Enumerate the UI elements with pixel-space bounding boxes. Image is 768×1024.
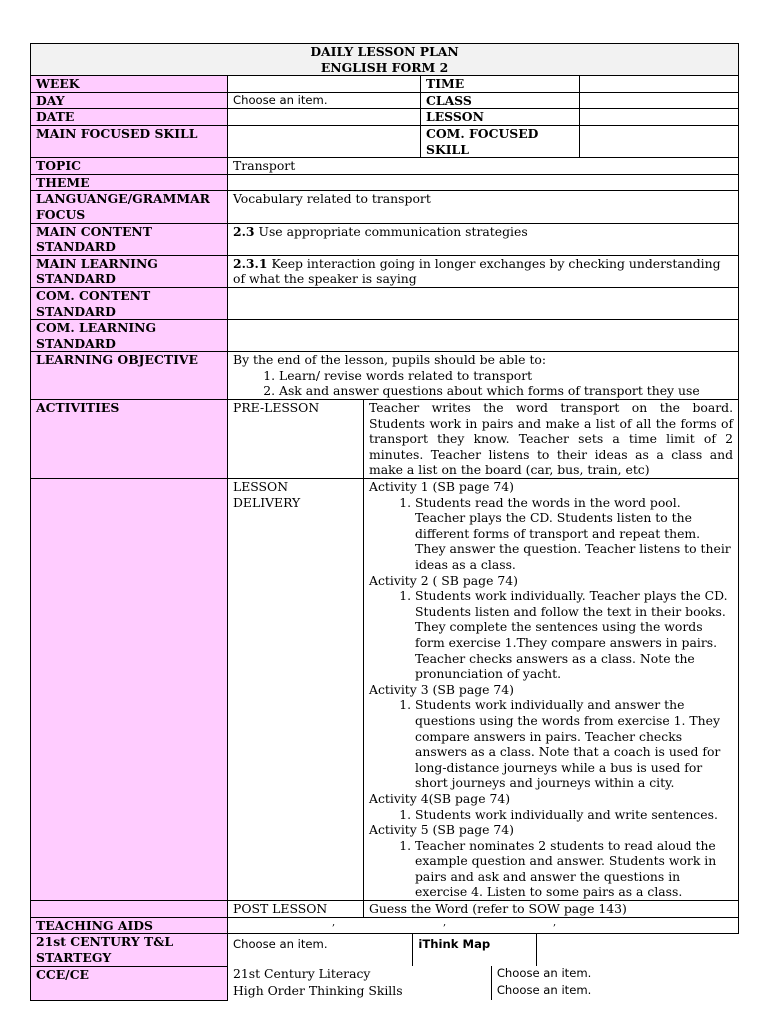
objective-list	[233, 368, 733, 399]
teaching-aids-value[interactable]	[228, 917, 739, 934]
pre-lesson-text[interactable]: Teacher writes the word transport on the board. Students work in pairs and make a list of all the forms of transport they know. Teacher sets a time limit of 2 minutes. Teacher listens to their ideas as a class and make a list on the board (car, bus, train, etc)	[364, 400, 739, 479]
time-label: TIME	[421, 76, 580, 93]
day-label: DAY	[31, 92, 228, 109]
cce-item-dropdown[interactable]: Choose an item.	[491, 983, 738, 1000]
date-label: DATE	[31, 109, 228, 126]
activity-list	[369, 697, 733, 791]
cce-item-dropdown[interactable]: Choose an item.	[491, 966, 738, 983]
class-label: CLASS	[421, 92, 580, 109]
com-content-standard-label: COM. CONTENT STANDARD	[31, 287, 228, 319]
cce-table-1	[228, 966, 739, 983]
theme-label: THEME	[31, 174, 228, 191]
aids-separator: ,	[443, 917, 447, 928]
ithink-map-label: iThink Map	[413, 934, 537, 966]
aids-separator: ,	[553, 917, 557, 928]
main-content-text: Use appropriate communication strategies	[254, 223, 528, 239]
com-focused-skill-label: COM. FOCUSED SKILL	[421, 125, 580, 157]
activity-title: Activity 5 (SB page 74)	[369, 822, 515, 838]
com-learning-standard-label: COM. LEARNING STANDARD	[31, 320, 228, 352]
language-focus-value[interactable]: Vocabulary related to transport	[228, 191, 739, 223]
century-strategy-cell	[228, 934, 739, 967]
cce-table-2	[228, 983, 739, 1000]
topic-label: TOPIC	[31, 158, 228, 175]
lesson-value[interactable]	[580, 109, 739, 126]
post-lesson-label: POST LESSON	[228, 901, 364, 918]
objective-intro: By the end of the lesson, pupils should be able to:	[233, 352, 547, 368]
century-strategy-dropdown[interactable]: Choose an item.	[233, 937, 328, 952]
date-value[interactable]	[228, 109, 421, 126]
cce-item-label: 21st Century Literacy	[233, 966, 371, 982]
activity-list	[369, 588, 733, 682]
lesson-plan-table	[30, 43, 739, 1001]
com-focused-skill-value[interactable]	[580, 125, 739, 157]
language-focus-label: LANGUANGE/GRAMMAR FOCUS	[31, 191, 228, 223]
activity-title: Activity 4(SB page 74)	[369, 790, 511, 806]
activity-step: 1. Students work individually and answer the questions using the words from exercise 1. They compare answers in pairs. Teacher checks answers as a class. Note that a coach is used for long-distance journeys while a bus is used for short journeys and journeys within a city.	[415, 697, 733, 791]
activity-list	[369, 495, 733, 573]
activity-step: 1. Students work individually. Teacher plays the CD. Students listen and follow the text in their books. They complete the sentences using the words form exercise 1.They compare answers in pairs. Teacher checks answers as a class. Note the pronunciation of yacht.	[415, 588, 733, 682]
teaching-aids-label: TEACHING AIDS	[31, 917, 228, 934]
activities-label-post	[31, 901, 228, 918]
activity-title: Activity 3 (SB page 74)	[369, 681, 515, 697]
cce-row-2	[228, 983, 739, 1000]
activity-title: Activity 1 (SB page 74)	[369, 479, 515, 495]
century-strategy-label: 21st CENTURY T&L STARTEGY	[31, 934, 228, 967]
main-content-standard-label: MAIN CONTENT STANDARD	[31, 223, 228, 255]
lesson-delivery-content[interactable]	[364, 479, 739, 901]
topic-value[interactable]: Transport	[228, 158, 739, 175]
week-value[interactable]	[228, 76, 421, 93]
activity-step: 1. Teacher nominates 2 students to read aloud the example question and answer. Students work in pairs and ask and answer the questions in exercise 4. Listen to some pairs as a class.	[415, 838, 733, 900]
aids-separator: ,	[332, 917, 336, 928]
objective-item: 1. Learn/ revise words related to transport	[279, 368, 733, 384]
main-learning-text: Keep interaction going in longer exchanges by checking understanding of what the speaker is saying	[233, 255, 721, 287]
main-learning-standard-label: MAIN LEARNING STANDARD	[31, 255, 228, 287]
com-content-standard-value[interactable]	[228, 287, 739, 319]
activity-list	[369, 838, 733, 900]
main-learning-standard-value[interactable]	[228, 255, 739, 287]
century-strategy-table	[228, 934, 739, 966]
main-content-standard-value[interactable]	[228, 223, 739, 255]
time-value[interactable]	[580, 76, 739, 93]
learning-objective-label: LEARNING OBJECTIVE	[31, 352, 228, 400]
learning-objective-value[interactable]	[228, 352, 739, 400]
day-dropdown[interactable]: Choose an item.	[228, 92, 421, 109]
lesson-label: LESSON	[421, 109, 580, 126]
activity-list	[369, 807, 733, 823]
main-content-code: 2.3	[233, 223, 255, 239]
pre-lesson-label: PRE-LESSON	[228, 400, 364, 479]
lesson-delivery-label: LESSON DELIVERY	[228, 479, 364, 901]
activity-step: 1. Students read the words in the word pool. Teacher plays the CD. Students listen to the different forms of transport and repeat them. They answer the question. Teacher listens to their ideas as a class.	[415, 495, 733, 573]
header-subtitle: ENGLISH FORM 2	[320, 59, 449, 75]
main-focused-skill-label: MAIN FOCUSED SKILL	[31, 125, 228, 157]
lesson-plan-document	[30, 43, 738, 1001]
ithink-map-value[interactable]	[537, 934, 739, 966]
document-header	[31, 44, 739, 76]
activity-title: Activity 2 ( SB page 74)	[369, 572, 518, 588]
activities-label-continued	[31, 479, 228, 901]
cce-item-label: High Order Thinking Skills	[233, 983, 403, 999]
cce-label: CCE/CE	[31, 966, 228, 1000]
activities-label: ACTIVITIES	[31, 400, 228, 479]
com-learning-standard-value[interactable]	[228, 320, 739, 352]
week-label: WEEK	[31, 76, 228, 93]
cce-row-1	[228, 966, 739, 983]
theme-value[interactable]	[228, 174, 739, 191]
main-focused-skill-value[interactable]	[228, 125, 421, 157]
header-title: DAILY LESSON PLAN	[310, 44, 459, 59]
post-lesson-text[interactable]: Guess the Word (refer to SOW page 143)	[364, 901, 739, 918]
objective-item: 2. Ask and answer questions about which forms of transport they use	[279, 383, 733, 399]
main-learning-code: 2.3.1	[233, 255, 268, 271]
class-value[interactable]	[580, 92, 739, 109]
activity-step: 1. Students work individually and write sentences.	[415, 807, 733, 823]
